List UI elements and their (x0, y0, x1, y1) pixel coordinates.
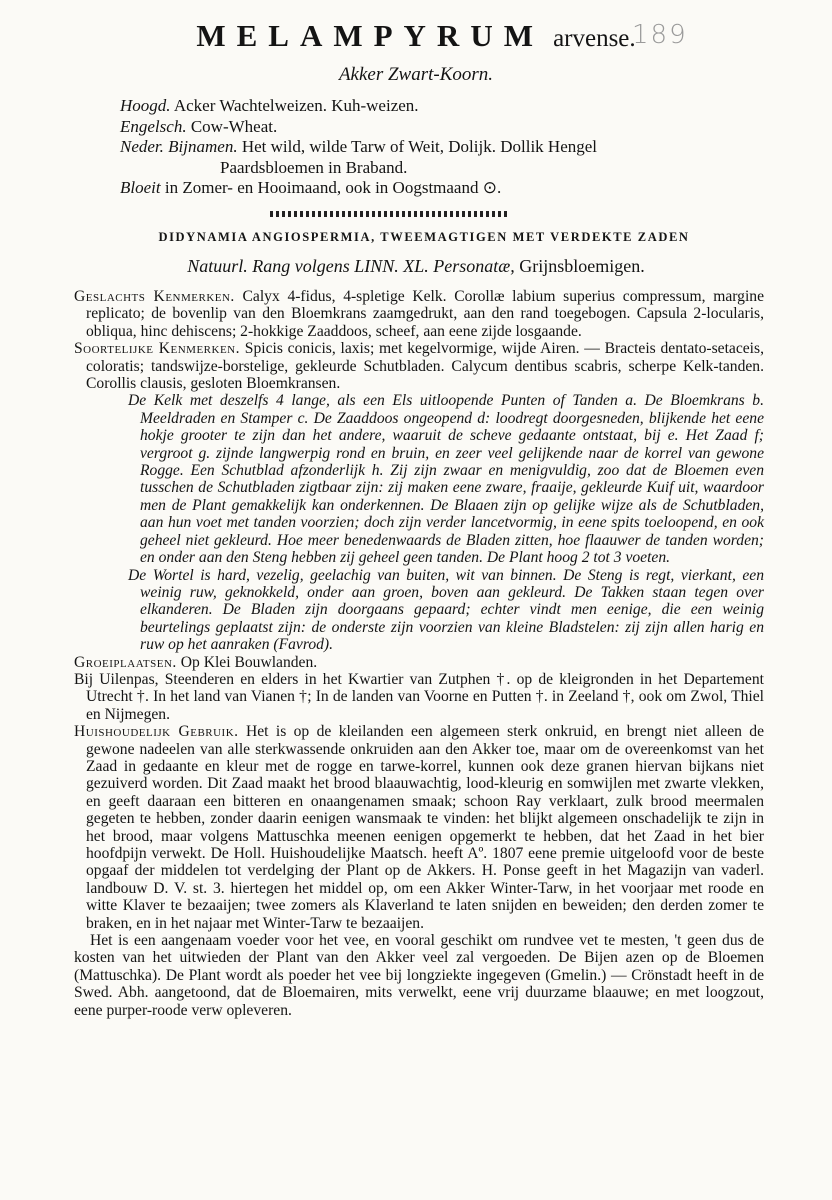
common-name: Akker Zwart-Koorn. (338, 64, 494, 85)
description-block (74, 392, 764, 653)
species-name: arvense. (553, 25, 636, 52)
ornamental-divider (270, 211, 510, 217)
text-bloeit: in Zomer- en Hooimaand, ook in Oogstmaand ⊙. (164, 178, 502, 197)
names-bloeit (120, 178, 760, 199)
label-neder: Neder. Bijnamen. (120, 137, 238, 156)
text-hoogd: Acker Wachtelweizen. Kuh-weizen. (173, 96, 419, 115)
names-neder (120, 137, 760, 158)
classification-line: DIDYNAMIA ANGIOSPERMIA, TWEEMAGTIGEN MET VERDEKTE ZADEN (158, 230, 690, 244)
names-engelsch (120, 117, 760, 138)
huis-heading: Huishoudelijk Gebruik. (74, 723, 239, 741)
handwritten-page-number: 189 (632, 20, 688, 50)
geslachts-text: Calyx 4-fidus, 4-spletige Kelk. Corollæ labium superius compressum, margine replicato; de bovenlip van den Bloemkrans zaamgedrukt, aan den rand toegebogen. Capsula 2-locularis, obliqua, hinc dehiscens; 2-hokkige Zaaddoos, scheef, aan eene zijde losgaande. (86, 288, 765, 340)
description-2: De Wortel is hard, vezelig, geelachig van buiten, wit van binnen. De Steng is regt, vierkant, een weinig ruw, geknokkeld, onder aan groen, boven aan gekleurd. De Takken staan tegen over elkanderen. De Bladen zijn doorgaans gepaard; echter vindt men eenige, die een weinig beurtelings geplaatst zijn: de onderste zijn voorzien van kleine Bladstelen: zij zijn allen harig en ruw op het aanraken (Favrod). (128, 566, 764, 654)
label-engelsch: Engelsch. (120, 116, 187, 136)
last-paragraph: Het is een aangenaam voeder voor het vee, en vooral geschikt om rundvee vet te mesten, 't geen dus de kosten van het uitwieden der Plant van den Akker veel zal vergoeden. De Bijen azen op de Bloemen (Mattuschka). De Plant wordt als poeder het vee bij longziekte ingegeven (Gmelin.) — Crönstadt heeft in de Swed. Abh. aangetoond, dat de Bloemairen, mits verwelkt, eene vrij duurzame blaauwe; en met loogzout, eene purper-roode verw opleveren. (74, 932, 764, 1019)
geslachts-paragraph (74, 288, 764, 340)
label-bloeit: Bloeit (120, 178, 161, 197)
groei-heading: Groeiplaatsen. (74, 653, 177, 671)
soort-heading: Soortelijke Kenmerken. (74, 340, 241, 358)
names-neder-2: Paardsbloemen in Braband. (220, 157, 408, 177)
groei-text: Op Klei Bouwlanden. (180, 653, 318, 671)
groei-paragraph (74, 654, 764, 671)
text-neder: Het wild, wilde Tarw of Weit, Dolijk. Dollik Hengel (241, 137, 598, 156)
text-engelsch: Cow-Wheat. (190, 116, 278, 136)
rank-order: Personatæ, (433, 256, 515, 276)
natural-rank (0, 256, 832, 277)
soort-paragraph (74, 340, 764, 392)
vernacular-names (120, 96, 760, 199)
huis-paragraph (74, 723, 764, 932)
rank-label: Natuurl. Rang volgens LINN. XL. (187, 256, 429, 276)
genus-title: MELAMPYRUM (196, 18, 544, 53)
groei-locations: Bij Uilenpas, Steenderen en elders in het Kwartier van Zutphen †. op de kleigronden in het Departement Utrecht †. In het land van Vianen †; In de landen van Voorne en Putten †. in Zeeland †, ook om Zwol, Thiel en Nijmegen. (74, 670, 764, 723)
huis-text: Het is op de kleilanden een algemeen sterk onkruid, en brengt niet alleen de gewone nadeelen van alle sterkwassende onkruiden aan den Akker toe, maar om de overeenkomst van het Zaad in gedaante en kleur met de rogge en tarwe-korrel, kunnen ook deze granen hiervan bijkans niet gezuiverd worden. Dit Zaad maakt het brood blaauwachtig, lood-kleurig en somwijlen met zwarte vlekken, en geeft daaraan een bitteren en onaangenamen smaak; schoon Ray verklaart, zulk brood meermalen gegeten te hebben, zonder daarin eenigen wansmaak te vinden: het blijkt algemeen onschadelijk te zijn in het brood, maar volgens Mattuschka meenen eenigen opgemerkt te hebben, dat het Zaad in het bier hoofdpijn verwekt. De Holl. Huishoudelijke Maatsch. heeft Aº. 1807 eene premie uitgeloofd voor de beste opgaaf der middelen tot verdelging der Plant op de Akkers. H. Ponse geeft in het Magazijn van vaderl. landbouw D. V. st. 3. hiertegen het middel op, om een Akker Winter-Tarw, in het voorjaar met roode en witte Klaver te bezaaijen; twee zomers als Klaverland te laten snijden en beweiden; den derden zomer te braken, en in het najaar met Winter-Tarw te bezaaijen. (86, 723, 765, 932)
geslachts-heading: Geslachts Kenmerken. (74, 288, 235, 305)
names-hoogd (120, 96, 760, 117)
title-row (0, 18, 832, 54)
main-text (74, 288, 764, 1019)
soort-text: Spicis conicis, laxis; met kegelvormige, wijde Airen. — Bracteis dentato-setaceis, coloratis; tandswijze-borstelige, gekleurde Schutbladen. Calycum dentibus scabris, scherpe Kelk-tanden. Corollis clausis, gesloten Bloemkransen. (86, 340, 764, 393)
rank-dutch: Grijnsbloemigen. (519, 256, 645, 276)
description-1: De Kelk met deszelfs 4 lange, als een Els uitloopende Punten of Tanden a. De Bloemkrans b. Meeldraden en Stamper c. De Zaaddoos ongeopend d: loodregt doorgesneden, blijkende het eene hokje grooter te zijn dan het andere, waaruit de scheve gedaante ontstaat, bij e. Het Zaad f; vergroot g. zijnde langwerpig rond en bruin, en zeer veel gelijkende naar de korrel van gewone Rogge. Een Schutblad afzonderlijk h. Zij zijn zwaar en menigvuldig, zoo dat de Bloemen even tusschen de Schutbladen zigtbaar zijn: zij maken eene zware, fraaije, gekleurde Kuif uit, waardoor men de Plant gemakkelijk kan onderkennen. De Blaaen zijn op gelijke wijze als de Schutbladen, aan hun voet met tanden voorzien; doch zijn verder lancetvormig, in eene spits toeloopend, en ook geheel niet gekleurd. Hoe meer benedenwaards de Bladen zitten, hoe flaauwer de tanden worden; en onder aan den Steng hebben zij geheel geen tanden. De Plant hoog 2 tot 3 voeten. (128, 392, 764, 567)
label-hoogd: Hoogd. (120, 96, 171, 115)
